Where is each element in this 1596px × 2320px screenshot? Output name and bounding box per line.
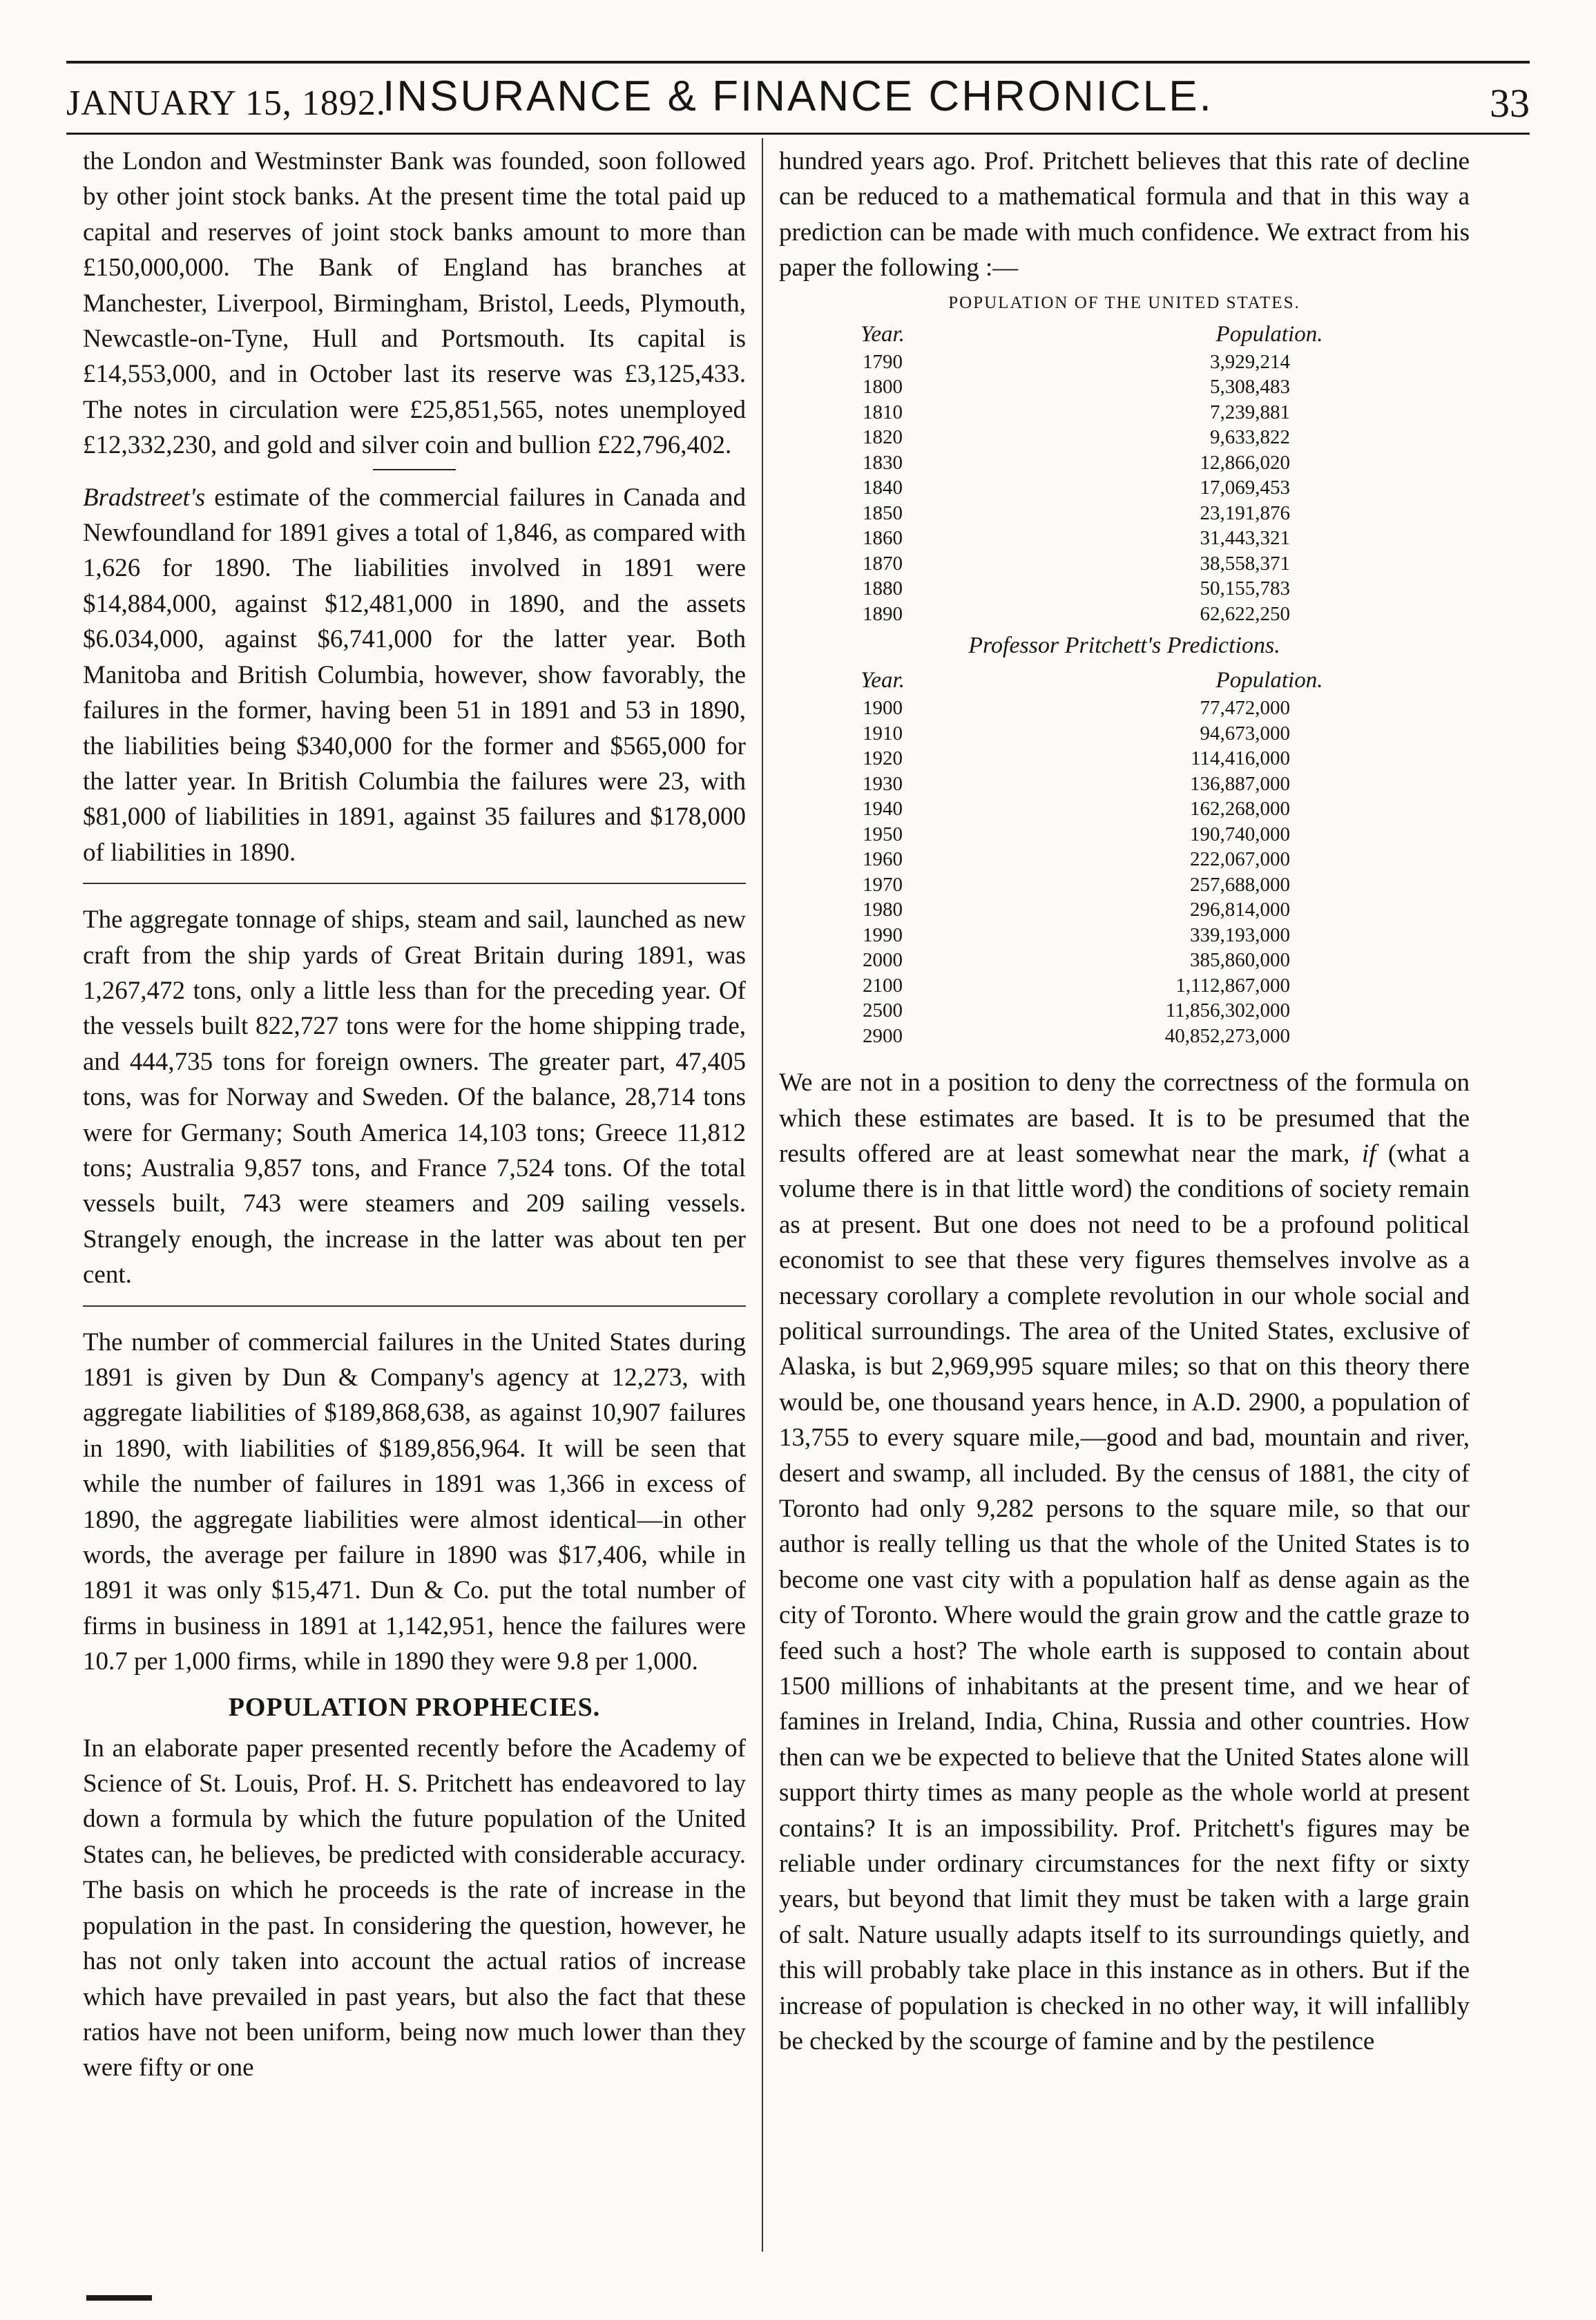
predictions-table-header: [779, 665, 1470, 696]
year-cell: 1800: [863, 376, 903, 399]
failures-canada-paragraph: [83, 480, 746, 870]
population-cell: 257,688,000: [1190, 873, 1290, 896]
issue-date: JANUARY 15, 1892.: [66, 84, 386, 123]
page-number: 33: [1490, 81, 1530, 126]
population-cell: 7,239,881: [1210, 401, 1290, 423]
table-row: [779, 501, 1470, 526]
section-divider: [83, 1305, 746, 1307]
year-cell: 1990: [863, 923, 903, 946]
table-row: [779, 475, 1470, 501]
year-cell: 1880: [863, 577, 903, 600]
table-row: [779, 973, 1470, 999]
year-cell: 1810: [863, 401, 903, 423]
population-cell: 3,929,214: [1210, 350, 1290, 373]
population-header: Population.: [1215, 668, 1323, 693]
table-row: [779, 349, 1470, 375]
population-cell: 31,443,321: [1200, 527, 1290, 550]
population-cell: 12,866,020: [1200, 451, 1290, 474]
year-cell: 1850: [863, 501, 903, 524]
year-cell: 1940: [863, 798, 903, 821]
column-divider: [762, 138, 763, 2252]
population-cell: 11,856,302,000: [1165, 999, 1290, 1022]
year-cell: 1960: [863, 848, 903, 871]
table-row: [779, 746, 1470, 771]
table-row: [779, 822, 1470, 847]
commentary-paragraph: [779, 1065, 1470, 2059]
census-table-title: POPULATION OF THE UNITED STATES.: [948, 293, 1300, 312]
year-cell: 2900: [863, 1024, 903, 1047]
top-rule: [66, 61, 1530, 64]
table-row: [779, 400, 1470, 425]
year-cell: 1830: [863, 451, 903, 474]
population-intro-paragraph: In an elaborate paper presented recently before the Academy of Science of St. Louis, Prof. H. S. Pritchett has endeavored to lay down a formula by which the future population of the United States can, he believes, be predicted with considerable accuracy. The basis on which he proceeds is the rate of increase in the population in the past. In considering the question, however, he has not only taken into account the actual ratios of increase which have prevailed in past years, but also the fact that these ratios have not been uniform, being now much lower than they were fifty or one: [83, 1734, 746, 2082]
population-cell: 136,887,000: [1190, 772, 1290, 795]
year-cell: 2500: [863, 999, 903, 1022]
year-cell: 1900: [863, 697, 903, 720]
table-row: [779, 948, 1470, 973]
population-cell: 50,155,783: [1200, 577, 1290, 600]
year-header: Year.: [861, 321, 905, 347]
population-cell: 40,852,273,000: [1164, 1024, 1290, 1047]
failures-us-paragraph: The number of commercial failures in the United States during 1891 is given by Dun & Company's agency at 12,273, with aggregate liabilities of $189,868,638, as against 10,907 failures in 1890, with liabilities of $189,856,964. It will be seen that while the number of failures in 1891 was 1,366 in excess of 1890, the aggregate liabilities were almost identical—in other words, the average per failure in 1890 was $17,406, while in 1891 it was only $15,471. Dun & Co. put the total number of firms in business in 1891 at 1,142,951, hence the failures were 10.7 per 1,000 firms, while in 1890 they were 9.8 per 1,000.: [83, 1327, 746, 1676]
census-table-header: [779, 319, 1470, 349]
year-cell: 1910: [863, 722, 903, 745]
population-cell: 77,472,000: [1200, 697, 1290, 720]
predictions-table: [779, 696, 1470, 1048]
year-cell: 1890: [863, 602, 903, 625]
population-cell: 1,112,867,000: [1175, 974, 1290, 997]
table-row: [779, 576, 1470, 602]
table-row: [779, 425, 1470, 450]
table-row: [779, 721, 1470, 747]
table-row: [779, 847, 1470, 872]
year-cell: 1930: [863, 772, 903, 795]
masthead: [66, 69, 1530, 131]
population-cell: 5,308,483: [1210, 376, 1290, 399]
section-heading: POPULATION PROPHECIES.: [228, 1692, 601, 1722]
right-column: [779, 144, 1470, 2060]
year-header: Year.: [861, 668, 905, 693]
census-table: [779, 349, 1470, 627]
table-row: [779, 1024, 1470, 1049]
population-header: Population.: [1215, 321, 1323, 347]
year-cell: 1970: [863, 873, 903, 896]
population-cell: 385,860,000: [1190, 949, 1290, 972]
population-cell: 17,069,453: [1200, 477, 1290, 499]
table-row: [779, 551, 1470, 577]
table-row: [779, 998, 1470, 1024]
population-cell: 114,416,000: [1191, 747, 1290, 770]
table-row: [779, 602, 1470, 627]
publication-title: INSURANCE & FINANCE CHRONICLE.: [383, 73, 1213, 120]
section-divider: [373, 469, 456, 470]
continued-paragraph: hundred years ago. Prof. Pritchett believes that this rate of decline can be reduced to a mathematical formula and that in this way a prediction can be made with much confidence. We extract from his paper the following :—: [779, 147, 1470, 282]
year-cell: 1840: [863, 477, 903, 499]
year-cell: 1790: [863, 350, 903, 373]
masthead-rule: [66, 133, 1530, 135]
year-cell: 1980: [863, 899, 903, 921]
table-row: [779, 374, 1470, 400]
spacer: [779, 1048, 1470, 1065]
population-cell: 339,193,000: [1190, 923, 1290, 946]
emphasis-if: if: [1361, 1139, 1376, 1168]
commentary-text-a: We are not in a position to deny the correctness of the formula on which these estimates are based. It is to be presumed that the results offered are at least somewhat near the mark,: [779, 1068, 1470, 1168]
population-cell: 296,814,000: [1190, 899, 1290, 921]
population-cell: 62,622,250: [1200, 602, 1290, 625]
table-row: [779, 526, 1470, 551]
population-cell: 23,191,876: [1200, 501, 1290, 524]
left-column: [83, 144, 746, 2086]
year-cell: 1820: [863, 426, 903, 449]
table-row: [779, 872, 1470, 898]
year-cell: 2000: [863, 949, 903, 972]
population-cell: 190,740,000: [1190, 823, 1290, 845]
tonnage-paragraph: The aggregate tonnage of ships, steam and sail, launched as new craft from the ship yards of Great Britain during 1891, was 1,267,472 tons, only a little less than for the preceding year. Of the vessels built 822,727 tons were for the home shipping trade, and 444,735 tons for foreign owners. The greater part, 47,405 tons, was for Norway and Sweden. Of the balance, 28,714 tons were for Germany; South America 14,103 tons; Greece 11,812 tons; Australia 9,857 tons, and France 7,524 tons. Of the total vessels built, 743 were steamers and 209 sailing vessels. Strangely enough, the increase in the latter was about ten per cent.: [83, 905, 746, 1290]
commentary-text-b: (what a volume there is in that little word) the conditions of society remain as at present. But one does not need to be a profound political economist to see that these very figures themselves involve as a necessary corollary a complete revolution in our whole social and political surroundings. The area of the United States, exclusive of Alaska, is but 2,969,995 square miles; so that on this theory there would be, one thousand years hence, in A.D. 2900, a population of 13,755 to every square mile,—good and bad, mountain and river, desert and swamp, all included. By the census of 1881, the city of Toronto had only 9,282 persons to the square mile, so that our author is really telling us that the whole of the United States is to become one vast city with a population half as dense again as the city of Toronto. Where would the grain grow and the cattle graze to feed such a host? The whole earth is supposed to contain about 1500 millions of inhabitants at the present time, and we hear of famines in Ireland, India, China, Russia and other countries. How then can we be expected to believe that the United States alone will support thirty times as many people as the whole world at present contains? It is an impossibility. Prof. Pritchett's figures may be reliable under ordinary circumstances for the next fifty or sixty years, but beyond that limit they must be taken with a large grain of salt. Nature usually adapts itself to its surroundings quietly, and this will probably take place in this instance as in others. But if the increase of population is checked in no other way, it will infallibly be checked by the scourge of famine and by the pestilence: [779, 1139, 1470, 2056]
table-row: [779, 796, 1470, 822]
year-cell: 1920: [863, 747, 903, 770]
table-row: [779, 450, 1470, 476]
predictions-table-title: Professor Pritchett's Predictions.: [968, 633, 1280, 659]
bradstreets-lead: Bradstreet's: [83, 483, 206, 512]
population-cell: 38,558,371: [1200, 552, 1290, 575]
year-cell: 1860: [863, 527, 903, 550]
section-divider: [83, 883, 746, 884]
population-cell: 162,268,000: [1190, 798, 1290, 821]
population-cell: 9,633,822: [1210, 426, 1290, 449]
table-row: [779, 923, 1470, 948]
table-row: [779, 897, 1470, 923]
bank-paragraph: the London and Westminster Bank was founded, soon followed by other joint stock banks. At the present time the total paid up capital and reserves of joint stock banks amount to more than £150,000,000. The Bank of England has branches at Manchester, Liverpool, Birmingham, Bristol, Leeds, Plymouth, Newcastle-on-Tyne, Hull and Portsmouth. Its capital is £14,553,000, and in October last its reserve was £3,125,433. The notes in circulation were £25,851,565, notes unemployed £12,332,230, and gold and silver coin and bullion £22,796,402.: [83, 147, 746, 460]
population-cell: 94,673,000: [1200, 722, 1290, 745]
table-row: [779, 696, 1470, 721]
table-row: [779, 771, 1470, 797]
year-cell: 1870: [863, 552, 903, 575]
year-cell: 1950: [863, 823, 903, 845]
year-cell: 2100: [863, 974, 903, 997]
population-cell: 222,067,000: [1190, 848, 1290, 871]
footer-mark: [86, 2295, 152, 2301]
failures-canada-text: estimate of the commercial failures in Canada and Newfoundland for 1891 gives a total of 1,846, as compared with 1,626 for 1890. The liabilities involved in 1891 were $14,884,000, against $12,481,000 in 1890, and the assets $6.034,000, against $6,741,000 for the latter year. Both Manitoba and British Columbia, however, show favorably, the failures in the former, having been 51 in 1891 and 53 in 1890, the liabilities being $340,000 for the former and $565,000 for the latter year. In British Columbia the failures were 23, with $81,000 of liabilities in 1891, against 35 failures and $178,000 of liabilities in 1890.: [83, 483, 746, 867]
